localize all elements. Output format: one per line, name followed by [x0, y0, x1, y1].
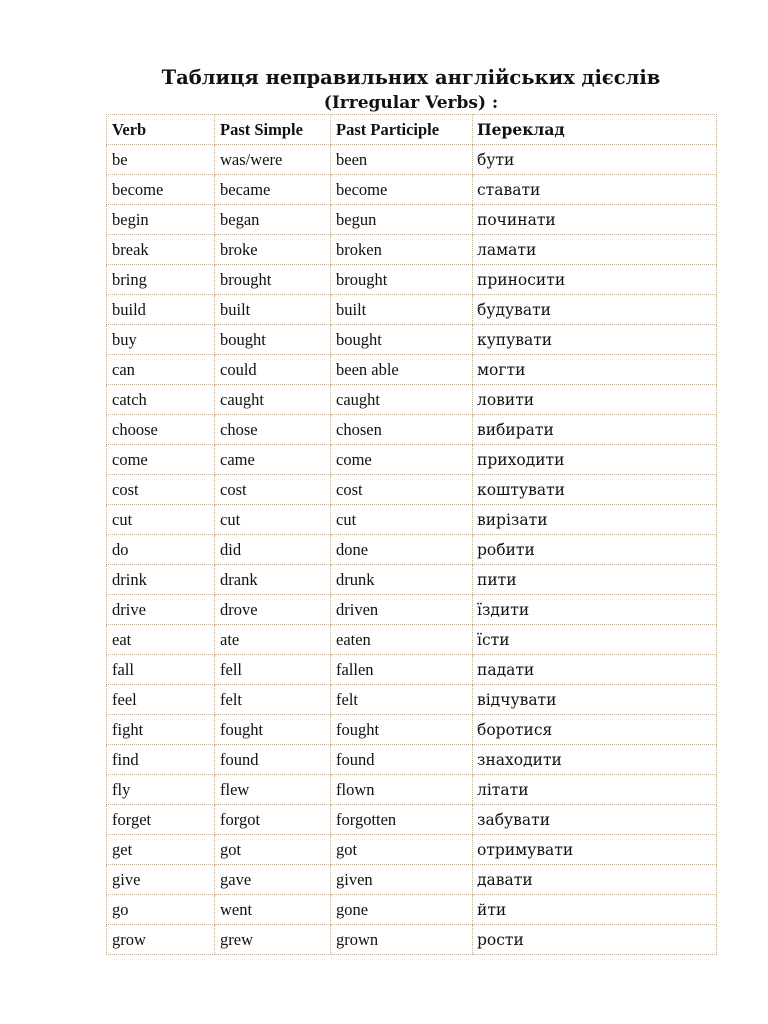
cell-verb: do: [107, 535, 215, 565]
cell-verb: be: [107, 145, 215, 175]
cell-verb: break: [107, 235, 215, 265]
irregular-verbs-table: [106, 114, 717, 955]
header-past-participle: Past Participle: [331, 115, 473, 145]
cell-translation: починати: [473, 205, 717, 235]
cell-past-simple: cost: [215, 475, 331, 505]
cell-translation: літати: [473, 775, 717, 805]
cell-verb: cut: [107, 505, 215, 535]
cell-past-simple: began: [215, 205, 331, 235]
cell-verb: buy: [107, 325, 215, 355]
cell-past-simple: caught: [215, 385, 331, 415]
cell-past-simple: found: [215, 745, 331, 775]
table-row: [107, 385, 717, 415]
cell-past-participle: cost: [331, 475, 473, 505]
cell-past-simple: drank: [215, 565, 331, 595]
cell-past-participle: eaten: [331, 625, 473, 655]
cell-verb: fight: [107, 715, 215, 745]
cell-past-participle: been able: [331, 355, 473, 385]
cell-past-participle: been: [331, 145, 473, 175]
cell-past-simple: fought: [215, 715, 331, 745]
table-row: [107, 475, 717, 505]
header-past-simple: Past Simple: [215, 115, 331, 145]
cell-past-simple: built: [215, 295, 331, 325]
header-translation: Переклад: [473, 115, 717, 145]
cell-translation: забувати: [473, 805, 717, 835]
cell-past-participle: chosen: [331, 415, 473, 445]
cell-past-participle: brought: [331, 265, 473, 295]
cell-verb: come: [107, 445, 215, 475]
table-row: [107, 505, 717, 535]
cell-past-participle: found: [331, 745, 473, 775]
cell-translation: знаходити: [473, 745, 717, 775]
cell-translation: бути: [473, 145, 717, 175]
cell-past-simple: flew: [215, 775, 331, 805]
cell-translation: вибирати: [473, 415, 717, 445]
table-row: [107, 685, 717, 715]
table-header-row: [107, 115, 717, 145]
cell-translation: падати: [473, 655, 717, 685]
table-row: [107, 895, 717, 925]
cell-past-participle: grown: [331, 925, 473, 955]
table-row: [107, 145, 717, 175]
cell-past-simple: fell: [215, 655, 331, 685]
table-row: [107, 175, 717, 205]
cell-past-participle: flown: [331, 775, 473, 805]
cell-translation: вирізати: [473, 505, 717, 535]
cell-verb: build: [107, 295, 215, 325]
cell-past-participle: come: [331, 445, 473, 475]
cell-past-participle: given: [331, 865, 473, 895]
cell-translation: приходити: [473, 445, 717, 475]
cell-translation: отримувати: [473, 835, 717, 865]
table-row: [107, 265, 717, 295]
table-row: [107, 595, 717, 625]
cell-past-simple: brought: [215, 265, 331, 295]
cell-past-participle: become: [331, 175, 473, 205]
cell-translation: могти: [473, 355, 717, 385]
cell-past-participle: fought: [331, 715, 473, 745]
table-row: [107, 445, 717, 475]
cell-translation: боротися: [473, 715, 717, 745]
cell-past-participle: forgotten: [331, 805, 473, 835]
table-row: [107, 565, 717, 595]
table-row: [107, 865, 717, 895]
cell-past-simple: went: [215, 895, 331, 925]
table-row: [107, 715, 717, 745]
cell-translation: робити: [473, 535, 717, 565]
table-row: [107, 925, 717, 955]
cell-past-simple: broke: [215, 235, 331, 265]
cell-translation: йти: [473, 895, 717, 925]
cell-verb: forget: [107, 805, 215, 835]
table-body: [107, 145, 717, 955]
cell-translation: коштувати: [473, 475, 717, 505]
cell-translation: приносити: [473, 265, 717, 295]
cell-past-participle: driven: [331, 595, 473, 625]
cell-past-participle: broken: [331, 235, 473, 265]
cell-past-simple: could: [215, 355, 331, 385]
cell-past-participle: gone: [331, 895, 473, 925]
cell-past-participle: felt: [331, 685, 473, 715]
cell-translation: давати: [473, 865, 717, 895]
table-row: [107, 295, 717, 325]
cell-past-simple: came: [215, 445, 331, 475]
cell-translation: їсти: [473, 625, 717, 655]
cell-past-participle: caught: [331, 385, 473, 415]
page-subtitle: (Irregular Verbs) :: [323, 93, 499, 113]
cell-verb: bring: [107, 265, 215, 295]
cell-past-participle: cut: [331, 505, 473, 535]
table-row: [107, 745, 717, 775]
cell-past-participle: bought: [331, 325, 473, 355]
cell-verb: eat: [107, 625, 215, 655]
cell-verb: get: [107, 835, 215, 865]
page-title: Таблиця неправильних англійських дієслів: [161, 66, 661, 89]
cell-past-simple: did: [215, 535, 331, 565]
cell-verb: drink: [107, 565, 215, 595]
cell-past-simple: drove: [215, 595, 331, 625]
cell-verb: begin: [107, 205, 215, 235]
cell-verb: can: [107, 355, 215, 385]
cell-past-participle: got: [331, 835, 473, 865]
cell-past-simple: became: [215, 175, 331, 205]
cell-past-simple: bought: [215, 325, 331, 355]
cell-verb: drive: [107, 595, 215, 625]
cell-translation: ламати: [473, 235, 717, 265]
cell-verb: grow: [107, 925, 215, 955]
cell-verb: find: [107, 745, 215, 775]
cell-past-simple: felt: [215, 685, 331, 715]
cell-verb: give: [107, 865, 215, 895]
cell-verb: become: [107, 175, 215, 205]
table-row: [107, 535, 717, 565]
header-verb: Verb: [107, 115, 215, 145]
cell-past-simple: ate: [215, 625, 331, 655]
cell-past-simple: grew: [215, 925, 331, 955]
cell-translation: ловити: [473, 385, 717, 415]
table-row: [107, 835, 717, 865]
cell-translation: пити: [473, 565, 717, 595]
cell-past-participle: fallen: [331, 655, 473, 685]
cell-verb: choose: [107, 415, 215, 445]
cell-translation: їздити: [473, 595, 717, 625]
table-row: [107, 805, 717, 835]
cell-past-simple: was/were: [215, 145, 331, 175]
cell-verb: catch: [107, 385, 215, 415]
cell-translation: рости: [473, 925, 717, 955]
cell-past-participle: done: [331, 535, 473, 565]
cell-translation: купувати: [473, 325, 717, 355]
table-row: [107, 775, 717, 805]
cell-past-participle: built: [331, 295, 473, 325]
table-row: [107, 625, 717, 655]
cell-past-simple: got: [215, 835, 331, 865]
cell-translation: ставати: [473, 175, 717, 205]
cell-translation: будувати: [473, 295, 717, 325]
cell-past-simple: gave: [215, 865, 331, 895]
table-row: [107, 355, 717, 385]
cell-past-simple: cut: [215, 505, 331, 535]
table-row: [107, 235, 717, 265]
cell-verb: feel: [107, 685, 215, 715]
cell-verb: fly: [107, 775, 215, 805]
table-row: [107, 325, 717, 355]
table-row: [107, 415, 717, 445]
cell-verb: cost: [107, 475, 215, 505]
cell-past-participle: drunk: [331, 565, 473, 595]
cell-past-simple: chose: [215, 415, 331, 445]
cell-past-participle: begun: [331, 205, 473, 235]
table-row: [107, 655, 717, 685]
cell-past-simple: forgot: [215, 805, 331, 835]
cell-translation: відчувати: [473, 685, 717, 715]
cell-verb: fall: [107, 655, 215, 685]
table-row: [107, 205, 717, 235]
cell-verb: go: [107, 895, 215, 925]
